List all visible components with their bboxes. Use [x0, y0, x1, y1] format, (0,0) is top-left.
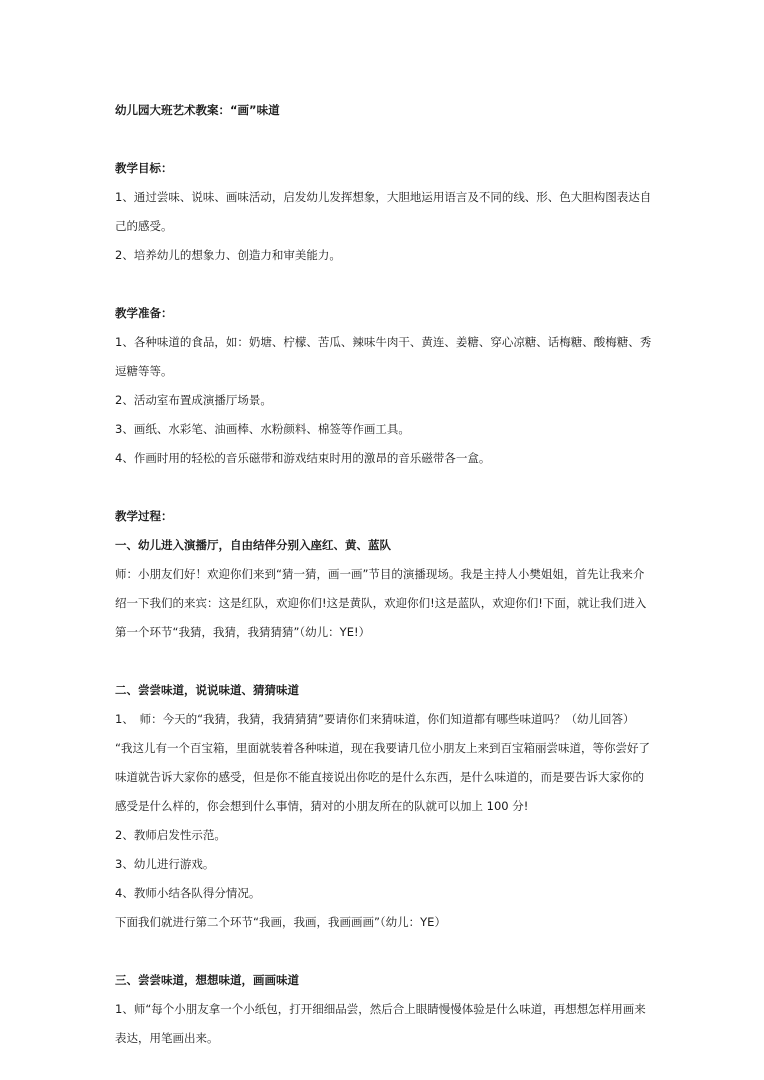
- spacer: [115, 270, 655, 299]
- step2-item: 3、幼儿进行游戏。: [115, 857, 215, 871]
- prep-item: 1、各种味道的食品，如：奶塘、柠檬、苦瓜、辣味牛肉干、黄连、姜糖、穿心凉糖、话梅糖、酸梅糖、秀逗糖等等。: [115, 335, 652, 378]
- step2-item: 4、教师小结各队得分情况。: [115, 886, 261, 900]
- document-title: 幼儿园大班艺术教案：“画”味道: [115, 103, 280, 117]
- prep-item: 4、作画时用的轻松的音乐磁带和游戏结束时用的激昂的音乐磁带各一盒。: [115, 451, 491, 465]
- spacer: [115, 647, 655, 676]
- prep-item: 2、活动室布置成演播厅场景。: [115, 393, 272, 407]
- process-heading: 教学过程：: [115, 509, 173, 523]
- goal-item: 2、培养幼儿的想象力、创造力和审美能力。: [115, 248, 341, 262]
- step2-heading: 二、尝尝味道，说说味道、猜猜味道: [115, 683, 299, 697]
- step2-item: “我这儿有一个百宝箱，里面就装着各种味道，现在我要请几位小朋友上来到百宝箱丽尝味道，等你尝好了味道就告诉大家你的感受，但是你不能直接说出你吃的是什么东西，是什么味道的，而是要告诉大家你的感受是什么样的，你会想到什么事情，猜对的小朋友所在的队就可以加上 100 分!: [115, 741, 650, 813]
- step1-heading: 一、幼儿进入演播厅，自由结伴分别入座红、黄、蓝队: [115, 538, 391, 552]
- prep-item: 3、画纸、水彩笔、油画棒、水粉颜料、棉签等作画工具。: [115, 422, 410, 436]
- step3-heading: 三、尝尝味道，想想味道，画画味道: [115, 973, 299, 987]
- step1-text: 师：小朋友们好！欢迎你们来到“猜一猜，画一画”节目的演播现场。我是主持人小樊姐姐，首先让我来介绍一下我们的来宾：这是红队，欢迎你们!这是黄队，欢迎你们!这是蓝队，欢迎你们!下面，就让我们进入第一个环节“我猜，我猜，我猜猜猜”（幼儿：YE!）: [115, 567, 647, 639]
- spacer: [115, 473, 655, 502]
- step3-item: 1、师“每个小朋友拿一个小纸包，打开细细品尝，然后合上眼睛慢慢体验是什么味道，再想想怎样用画来表达，用笔画出来。: [115, 1002, 646, 1045]
- goal-item: 1、通过尝味、说味、画味活动，启发幼儿发挥想象，大胆地运用语言及不同的线、形、色大胆构图表达自己的感受。: [115, 190, 652, 233]
- step2-item: 2、教师启发性示范。: [115, 828, 226, 842]
- spacer: [115, 937, 655, 966]
- step2-item: 1、 师：今天的“我猜，我猜，我猜猜猜”要请你们来猜味道，你们知道都有哪些味道吗？（幼儿回答）: [115, 712, 635, 726]
- step2-item: 下面我们就进行第二个环节“我画，我画，我画画画”（幼儿：YE）: [115, 915, 446, 929]
- spacer: [115, 125, 655, 154]
- goals-heading: 教学目标：: [115, 161, 173, 175]
- document-body: [115, 96, 655, 1053]
- prep-heading: 教学准备：: [115, 306, 173, 320]
